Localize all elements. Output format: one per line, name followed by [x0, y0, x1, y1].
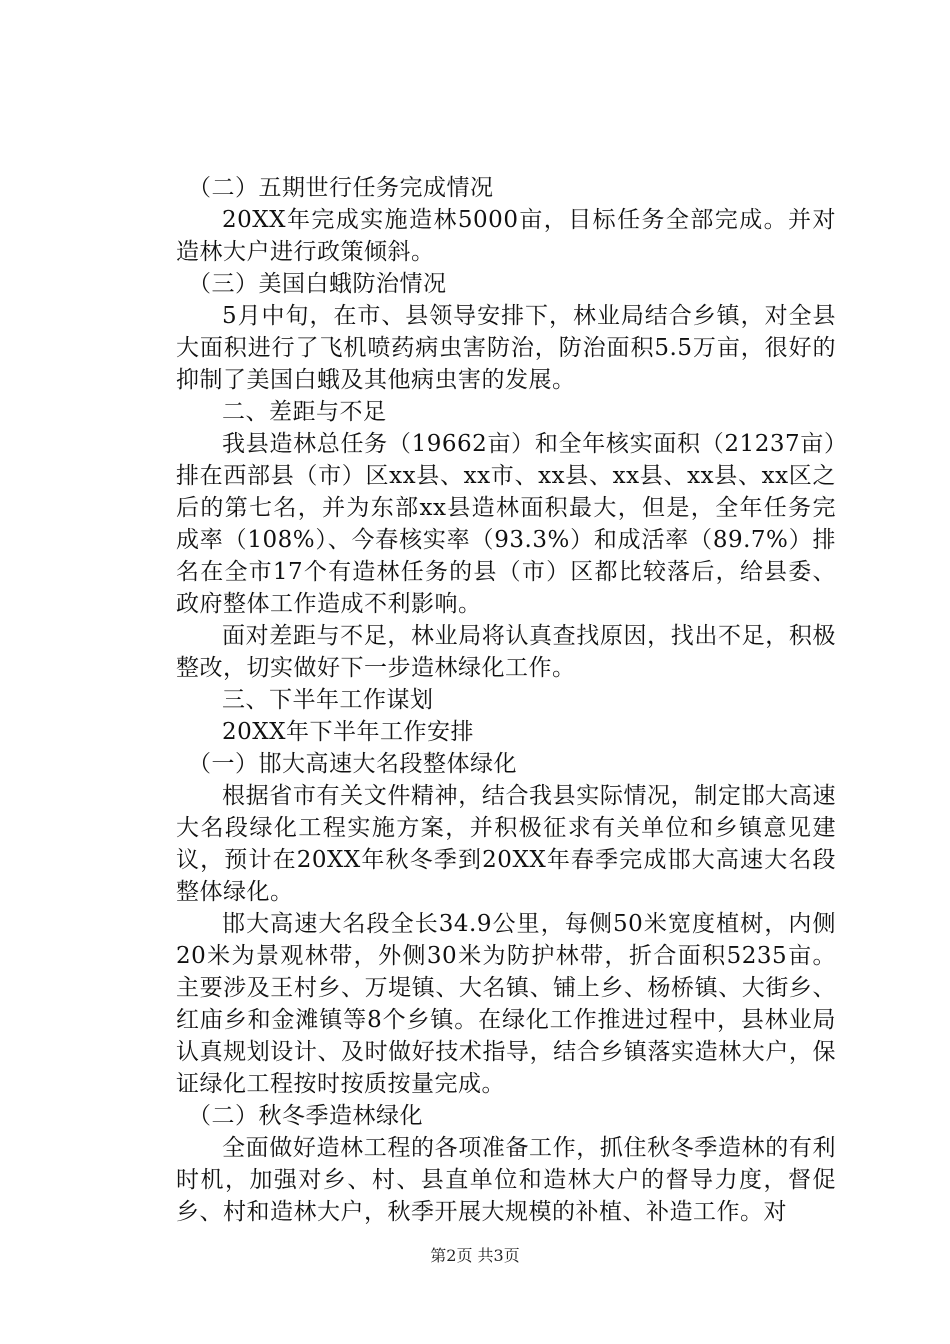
- paragraph-gap-ranking: 我县造林总任务（19662亩）和全年核实面积（21237亩）排在西部县（市）区xx县、xx市、xx县、xx县、xx县、xx区之后的第七名，并为东部xx县造林面积最大，但是，全年任务完成率（108%）、今春核实率（93.3%）和成活率（89.7%）排名在全市17个有造林任务的县（市）区都比较落后，给县委、政府整体工作造成不利影响。: [176, 431, 836, 617]
- section-heading-wuqi-shihang: （二）五期世行任务完成情况: [188, 175, 494, 201]
- paragraph-expressway-plan: 根据省市有关文件精神，结合我县实际情况，制定邯大高速大名段绿化工程实施方案，并积极征求有关单位和乡镇意见建议，预计在20XX年秋冬季到20XX年春季完成邯大高速大名段整体绿化。: [176, 783, 836, 905]
- section-heading-expressway-greening: （一）邯大高速大名段整体绿化: [188, 751, 517, 777]
- section-heading-gap: 二、差距与不足: [222, 399, 387, 425]
- paragraph-gap-response: 面对差距与不足，林业局将认真查找原因，找出不足，积极整改，切实做好下一步造林绿化工作。: [176, 623, 836, 681]
- section-heading-autumn-winter: （二）秋冬季造林绿化: [188, 1103, 423, 1129]
- page-number-footer: 第2页 共3页: [430, 1246, 520, 1265]
- paragraph-afforestation-result: 20XX年完成实施造林5000亩，目标任务全部完成。并对造林大户进行政策倾斜。: [176, 207, 836, 265]
- paragraph-pest-control: 5月中旬，在市、县领导安排下，林业局结合乡镇，对全县大面积进行了飞机喷药病虫害防治，防治面积5.5万亩，很好的抑制了美国白蛾及其他病虫害的发展。: [176, 303, 836, 393]
- section-heading-white-moth: （三）美国白蛾防治情况: [188, 271, 447, 297]
- paragraph-autumn-winter: 全面做好造林工程的各项准备工作，抓住秋冬季造林的有利时机，加强对乡、村、县直单位和造林大户的督导力度，督促乡、村和造林大户，秋季开展大规模的补植、补造工作。对: [176, 1135, 836, 1225]
- section-heading-plan: 三、下半年工作谋划: [222, 687, 434, 713]
- paragraph-expressway-details: 邯大高速大名段全长34.9公里，每侧50米宽度植树，内侧20米为景观林带，外侧30米为防护林带，折合面积5235亩。主要涉及王村乡、万堤镇、大名镇、铺上乡、杨桥镇、大街乡、红庙乡和金滩镇等8个乡镇。在绿化工作推进过程中，县林业局认真规划设计、及时做好技术指导，结合乡镇落实造林大户，保证绿化工程按时按质按量完成。: [176, 911, 836, 1097]
- paragraph-plan-title: 20XX年下半年工作安排: [222, 719, 475, 745]
- document-body: [176, 172, 836, 1228]
